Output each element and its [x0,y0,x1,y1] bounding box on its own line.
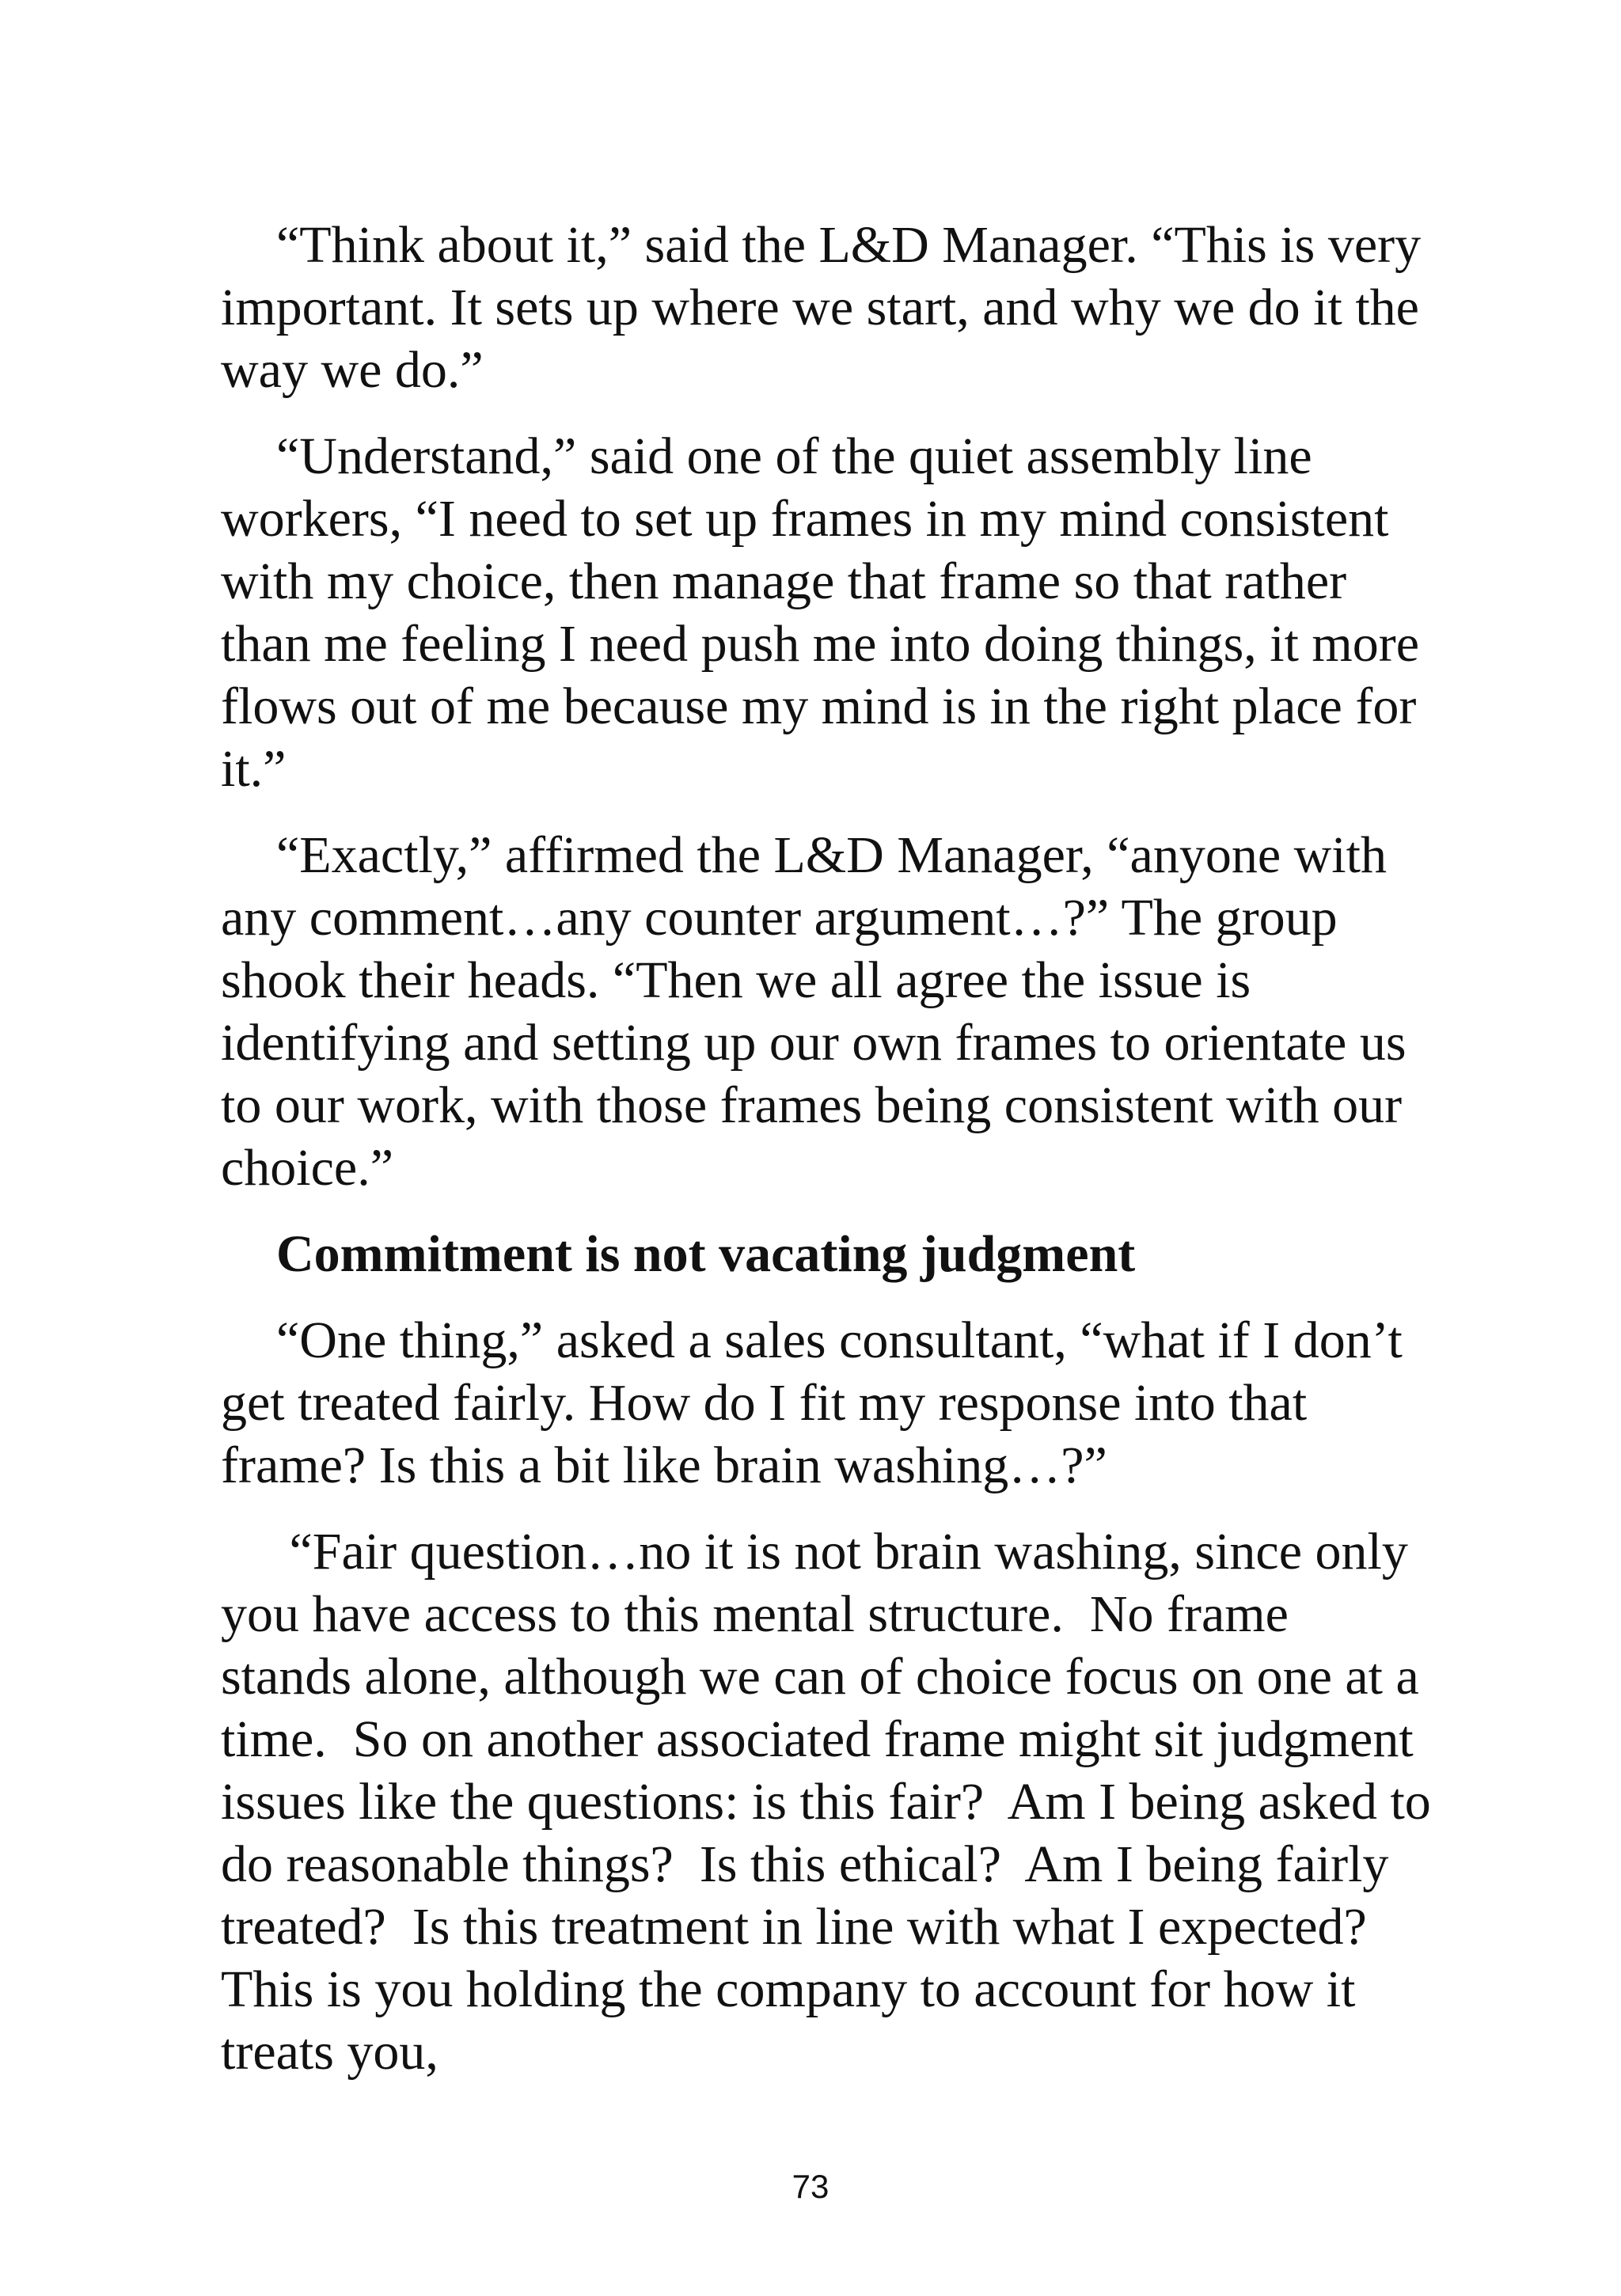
body-text [221,214,1444,2107]
paragraph-understand: “Understand,” said one of the quiet assembly line workers, “I need to set up frames in my mind consistent with my choice, then manage that frame so that rather than me feeling I need push me into doing things, it more flows out of me because my mind is in the right place for it.” [221,427,1420,798]
paragraph-one-thing: “One thing,” asked a sales consultant, “what if I don’t get treated fairly. How do I fit my response into that frame? Is this a bit like brain washing…?” [221,1311,1403,1494]
paragraph-think-about-it: “Think about it,” said the L&D Manager. “This is very important. It sets up where we start, and why we do it the way we do.” [221,216,1422,399]
paragraph-exactly: “Exactly,” affirmed the L&D Manager, “anyone with any comment…any counter argument…?” The group shook their heads. “Then we all agree the issue is identifying and setting up our own frames to orientate us to our work, with those frames being consistent with our choice.” [221,826,1407,1197]
section-heading: Commitment is not vacating judgment [276,1225,1136,1283]
page-number: 73 [792,2168,829,2205]
paragraph-fair-question: “Fair question…no it is not brain washing, since only you have access to this mental structure. No frame stands alone, although we can of choice focus on one at a time. So on another associated frame might sit judgment issues like the questions: is this fair? Am I being asked to do reasonable things? Is this ethical? Am I being fairly treated? Is this treatment in line with what I expected? This is you holding the company to account for how it treats you, [221,1523,1444,2081]
